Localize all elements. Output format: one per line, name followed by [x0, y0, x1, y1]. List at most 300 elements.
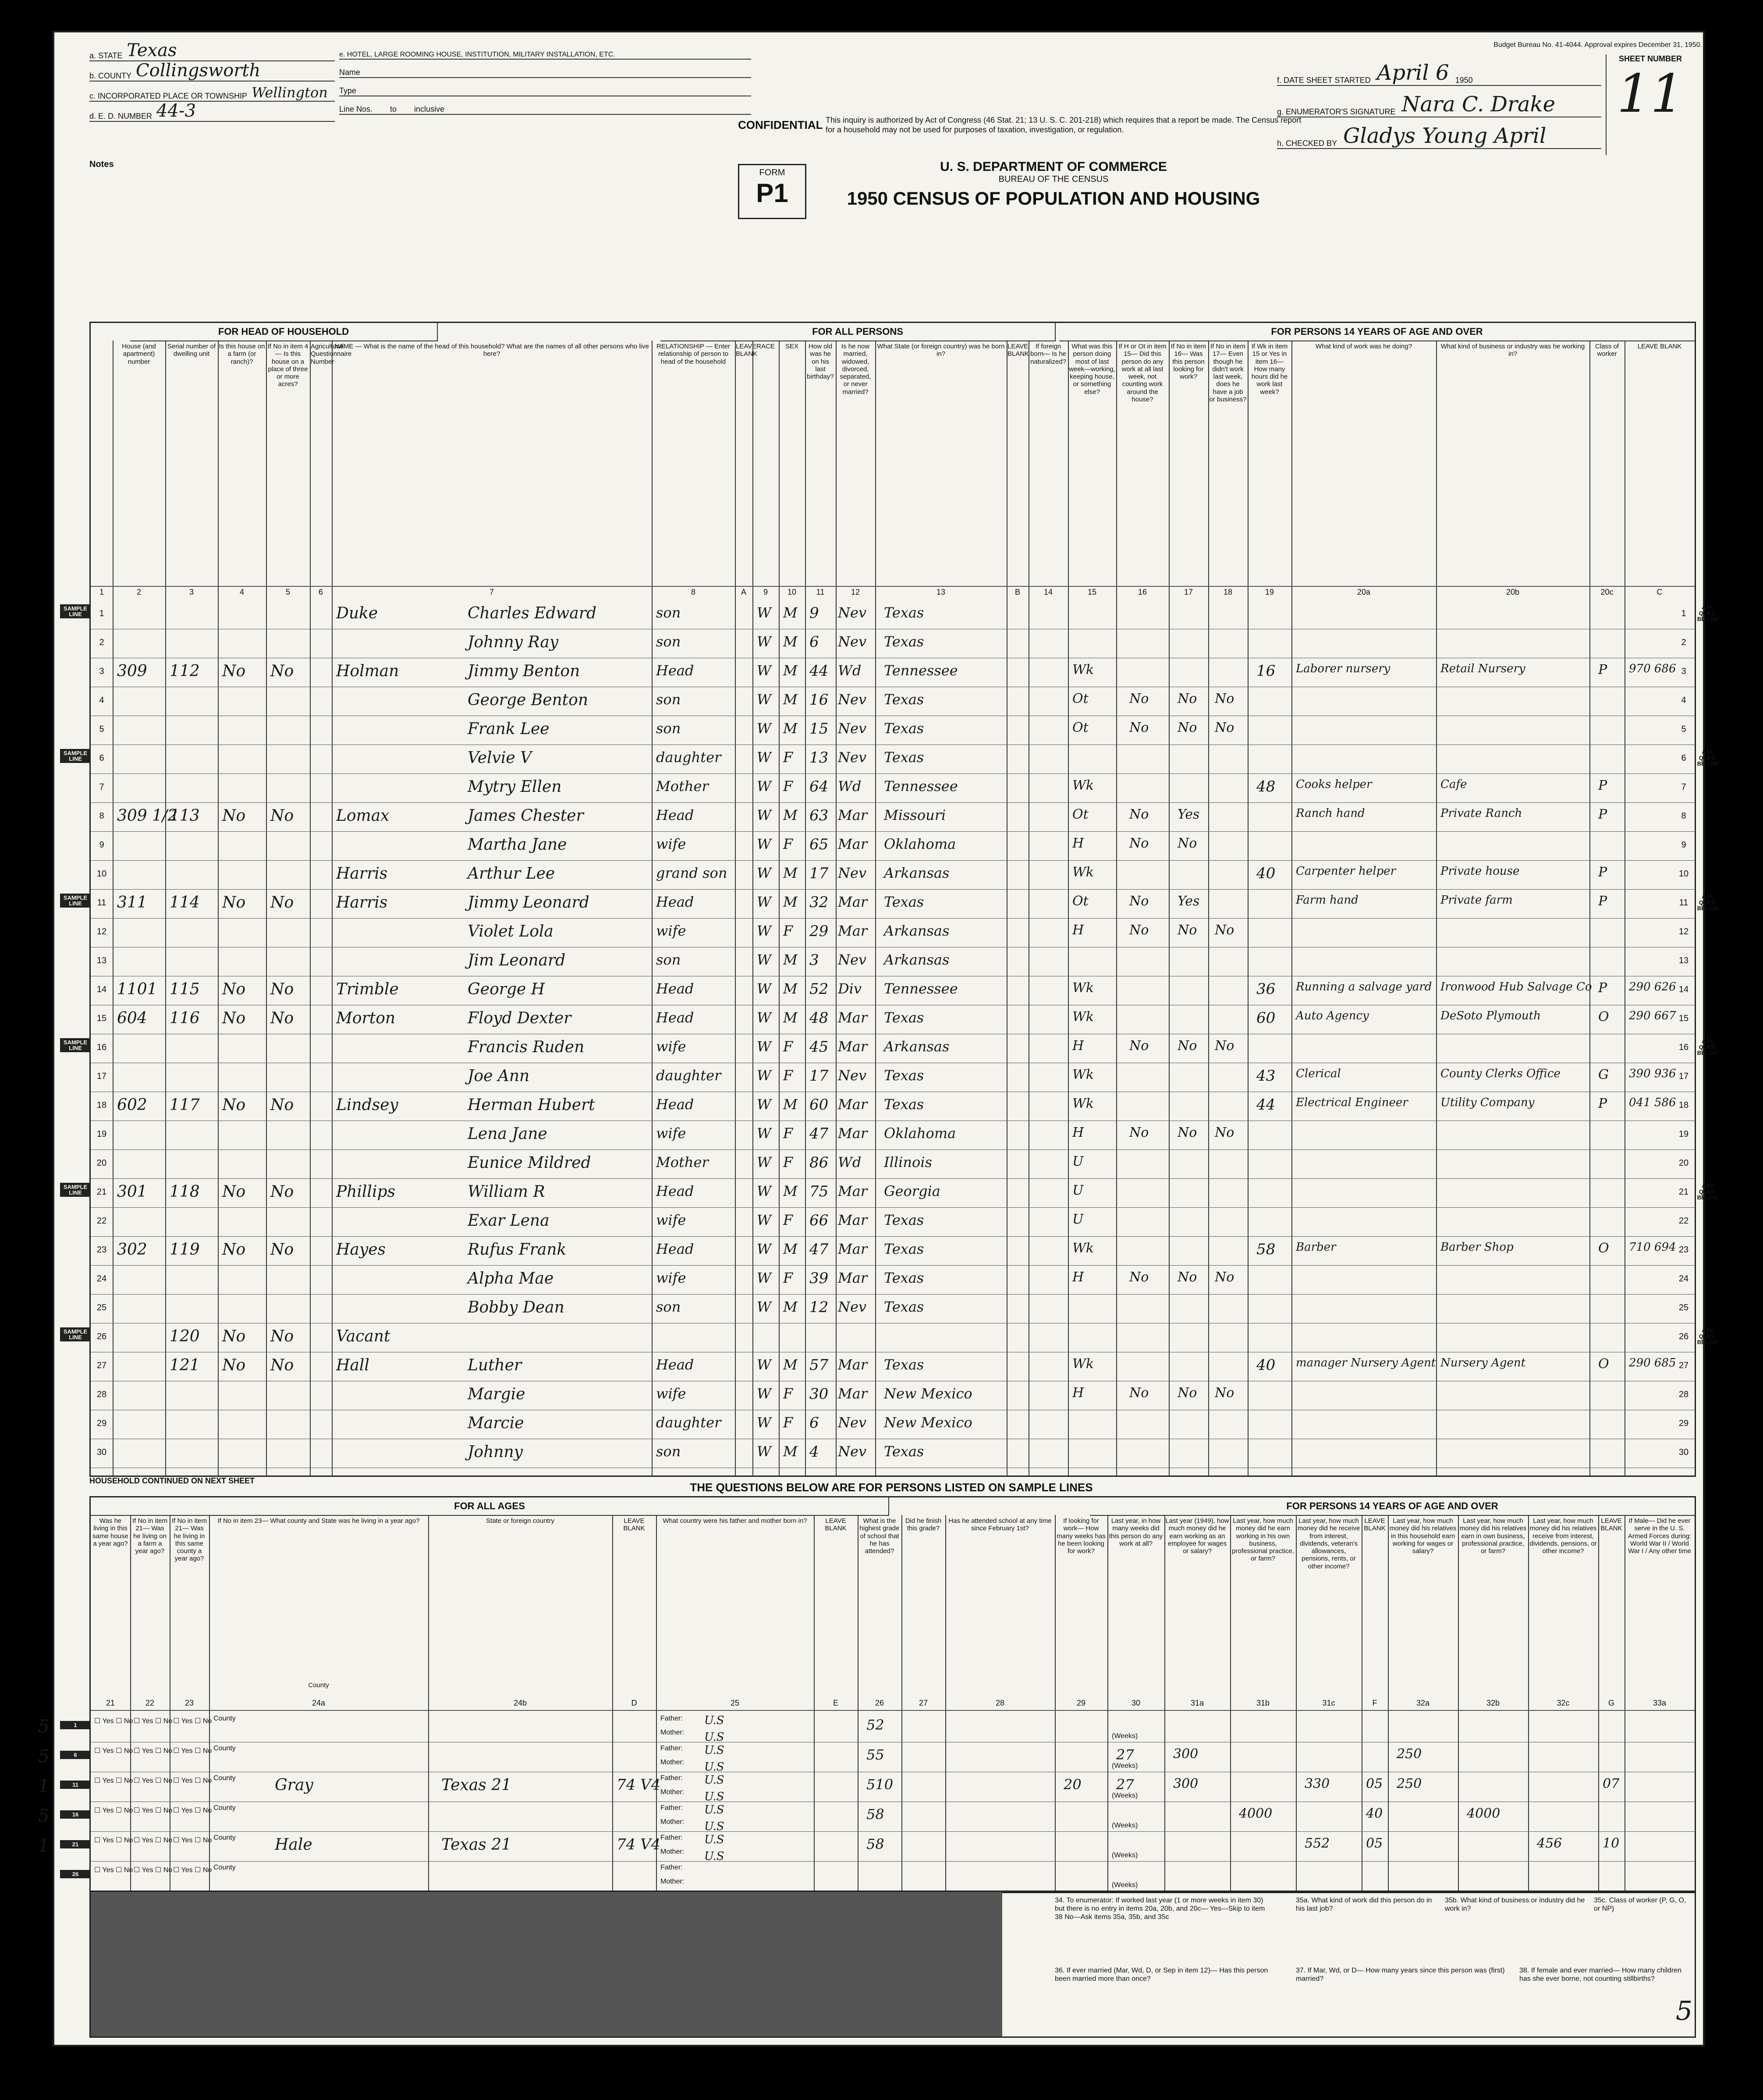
- column-header: What kind of business or industry was he working in?: [1440, 343, 1585, 358]
- cell-given: Margie: [468, 1385, 525, 1403]
- cell-act: Ot: [1072, 720, 1089, 735]
- cell-occ: Auto Agency: [1296, 1009, 1369, 1022]
- state-value: Texas: [127, 40, 177, 60]
- cell-mar: Mar: [838, 1125, 868, 1142]
- column-header: If No in item 23— What county and State was he living in a year ago?: [217, 1517, 420, 1525]
- column-header: What was this person doing most of last week—working, keeping house, or something else?: [1069, 343, 1115, 396]
- sample-cell-c31b: 4000: [1239, 1806, 1273, 1821]
- sample-cell-county: Gray: [275, 1776, 313, 1794]
- cell-occ: Ranch hand: [1296, 807, 1365, 820]
- cell-acres: No: [270, 980, 294, 998]
- cell-farm: No: [222, 1183, 246, 1201]
- column-header: LEAVE BLANK: [1600, 1517, 1622, 1532]
- cell-rel: son: [656, 633, 681, 650]
- sample-line-tag: SAMPLE LINE: [60, 604, 91, 618]
- cell-sex: M: [783, 1298, 798, 1315]
- cell-acres: No: [270, 1183, 294, 1201]
- cell-serial: 113: [170, 807, 200, 825]
- column-header: How old was he on his last birthday?: [807, 343, 834, 380]
- column-header: If foreign born— Is he naturalized?: [1030, 343, 1066, 365]
- cell-born: Oklahoma: [884, 1125, 956, 1142]
- sample-cell-grade: 58: [866, 1836, 884, 1852]
- yes-no-checkbox: ☐ Yes ☐ No: [134, 1837, 173, 1844]
- cell-age: 6: [809, 1414, 819, 1432]
- sample-cell-c31a: 300: [1173, 1746, 1199, 1762]
- cell-cls: O: [1598, 1241, 1609, 1256]
- sheet-number-label: SHEET NUMBER: [1618, 54, 1682, 63]
- cell-l17: No: [1178, 1270, 1197, 1285]
- yes-no-checkbox: ☐ Yes ☐ No: [94, 1866, 133, 1874]
- cell-act: Ot: [1072, 894, 1089, 909]
- column-number: G: [1608, 1699, 1614, 1707]
- sample-cell-grade: 510: [866, 1776, 894, 1793]
- cell-rel: Head: [656, 1096, 694, 1113]
- sample-line-number: 6: [60, 1751, 91, 1759]
- field-label: Father:: [660, 1864, 683, 1871]
- cell-cls: P: [1598, 778, 1607, 793]
- cell-mar: Nev: [838, 604, 867, 621]
- cell-rel: wife: [656, 1385, 686, 1402]
- cell-hrs: 58: [1256, 1241, 1276, 1258]
- row-rule: [91, 1149, 1695, 1150]
- line-number: 30: [1678, 1447, 1689, 1457]
- cell-act: Ot: [1072, 807, 1089, 822]
- sample-table: [38, 1496, 1696, 1893]
- sample-line-number: 1: [60, 1721, 91, 1729]
- cell-given: Lena Jane: [468, 1125, 547, 1143]
- margin-code: 5: [38, 1806, 50, 1826]
- county-value: Collingsworth: [136, 60, 261, 81]
- cell-hrs: 40: [1256, 865, 1276, 882]
- cell-code: 041 586: [1629, 1096, 1676, 1109]
- form-id: P1: [756, 178, 788, 208]
- cell-age: 47: [809, 1125, 829, 1142]
- cell-race: W: [757, 1241, 771, 1257]
- cell-act: U: [1072, 1212, 1084, 1227]
- column-number: 18: [1223, 588, 1233, 596]
- column-header: LEAVE BLANK: [736, 343, 758, 358]
- column-header: Last year, how much money did his relatives receive from interest, dividends, pensions, or other income?: [1529, 1517, 1597, 1555]
- sample-cell-father: U.S: [704, 1803, 724, 1816]
- enumerator-signature: Nara C. Drake: [1401, 92, 1555, 117]
- cell-rel: wife: [656, 922, 686, 939]
- cell-rel: daughter: [656, 1067, 721, 1084]
- cell-given: Exar Lena: [468, 1212, 550, 1230]
- cell-occ: Cooks helper: [1296, 778, 1372, 791]
- cell-ind: Utility Company: [1440, 1096, 1535, 1109]
- field-label: Father:: [660, 1774, 683, 1782]
- cell-farm: No: [222, 1356, 246, 1374]
- cell-serial: 115: [170, 980, 200, 998]
- margin-code: 1: [38, 1776, 50, 1796]
- column-subheader: County: [308, 1681, 329, 1689]
- column-header: House (and apartment) number: [122, 343, 156, 365]
- cell-rel: Head: [656, 1241, 694, 1257]
- cell-race: W: [757, 604, 771, 621]
- column-header: If No in item 17— Even though he didn't work last week, does he have a job or business?: [1209, 343, 1247, 403]
- line-number: 11: [97, 898, 106, 908]
- sample-cell-f: 05: [1366, 1776, 1383, 1791]
- column-header: Did he finish this grade?: [905, 1517, 942, 1532]
- cell-serial: 114: [170, 894, 200, 912]
- cell-ind: Private house: [1440, 865, 1520, 878]
- row-rule: [91, 1236, 1695, 1237]
- cell-given: Arthur Lee: [468, 865, 555, 883]
- cell-born: Tennessee: [884, 778, 958, 795]
- line-number: 24: [1678, 1274, 1689, 1284]
- cell-sex: F: [783, 1067, 793, 1084]
- line-number: 18: [96, 1100, 107, 1110]
- confidential-label: CONFIDENTIAL: [738, 118, 823, 131]
- cell-act: Wk: [1072, 980, 1094, 996]
- ask-questions-tag: ASK QUES. BELOW: [1697, 1038, 1719, 1057]
- cell-rel: wife: [656, 1212, 686, 1228]
- line-number: 12: [1678, 927, 1689, 936]
- row-rule: [91, 860, 1695, 861]
- column-header: Class of worker: [1595, 343, 1619, 358]
- cell-mar: Mar: [838, 1356, 868, 1373]
- column-header: RELATIONSHIP — Enter relationship of person to head of the household: [656, 343, 730, 365]
- cell-born: New Mexico: [884, 1385, 972, 1402]
- cell-sex: F: [783, 1414, 793, 1431]
- cell-sex: M: [783, 691, 798, 708]
- cell-mar: Div: [838, 980, 862, 997]
- cell-given: Herman Hubert: [468, 1096, 595, 1114]
- cell-given: Luther: [468, 1356, 522, 1374]
- cell-born: Texas: [884, 1443, 924, 1460]
- sample-cell-mother: U.S: [704, 1850, 724, 1863]
- cell-occ: Clerical: [1296, 1067, 1341, 1080]
- line-number: 7: [99, 782, 104, 792]
- line-number: 17: [96, 1071, 107, 1081]
- cell-race: W: [757, 691, 771, 708]
- dept-name: U. S. DEPARTMENT OF COMMERCE: [940, 160, 1167, 174]
- cell-sex: M: [783, 604, 798, 621]
- field-label: Mother:: [660, 1788, 685, 1796]
- line-number: 25: [1678, 1303, 1689, 1312]
- yes-no-checkbox: ☐ Yes ☐ No: [134, 1747, 173, 1755]
- column-number: 25: [730, 1699, 740, 1707]
- cell-sex: M: [783, 720, 798, 737]
- group-head-of-household: FOR HEAD OF HOUSEHOLD: [130, 323, 438, 341]
- line-number: 8: [1681, 811, 1686, 821]
- cell-w16: No: [1129, 1125, 1149, 1140]
- line-number: 23: [96, 1245, 107, 1255]
- sample-cell-c32a: 250: [1397, 1776, 1422, 1791]
- cell-l17: No: [1178, 836, 1197, 851]
- cell-given: Marcie: [468, 1414, 524, 1432]
- cell-hrs: 40: [1256, 1356, 1276, 1374]
- cell-rel: daughter: [656, 749, 721, 766]
- cell-house: 309 1/2: [117, 807, 178, 825]
- cell-ind: Barber Shop: [1440, 1241, 1514, 1254]
- line-number: 16: [1678, 1043, 1689, 1052]
- cell-mar: Nev: [838, 749, 867, 766]
- cell-mar: Mar: [838, 1038, 868, 1055]
- column-header: Last year, how much money did he receive from interest, dividends, veteran's allowances, pensions, rents, or other income?: [1297, 1517, 1360, 1570]
- line-number: 7: [1681, 782, 1686, 792]
- line-number: 3: [1681, 667, 1686, 676]
- cell-rel: son: [656, 691, 681, 708]
- cell-rel: Head: [656, 1183, 694, 1199]
- cell-race: W: [757, 1183, 771, 1199]
- line-number: 15: [96, 1014, 107, 1023]
- sample-line-number: 11: [60, 1781, 91, 1789]
- county-label: b. COUNTY: [89, 71, 132, 80]
- cell-code: 390 936: [1629, 1067, 1676, 1080]
- cell-code: 290 685: [1629, 1356, 1676, 1369]
- sample-cell-c31c: 330: [1305, 1776, 1330, 1791]
- line-number: 18: [1678, 1100, 1689, 1110]
- yes-no-checkbox: ☐ Yes ☐ No: [173, 1777, 212, 1784]
- sample-line-number: 26: [60, 1870, 91, 1878]
- column-header: If H or Ot in item 15— Did this person do any work at all last week, not counting work around the house?: [1118, 343, 1167, 403]
- cell-house: 602: [117, 1096, 147, 1114]
- line-number: 14: [96, 985, 107, 994]
- cell-sex: M: [783, 633, 798, 650]
- cell-rel: daughter: [656, 1414, 721, 1431]
- cell-rel: son: [656, 1443, 681, 1460]
- column-header: LEAVE BLANK: [1637, 343, 1682, 350]
- column-header: If Male— Did he ever serve in the U. S. Armed Forces during: World War II / World War I / Any other time: [1628, 1517, 1692, 1555]
- cell-mar: Mar: [838, 1183, 868, 1199]
- column-header: NAME — What is the name of the head of this household? What are the names of all other persons who live here?: [334, 343, 649, 358]
- cell-sex: F: [783, 1154, 793, 1171]
- weeks-label: (Weeks): [1112, 1822, 1138, 1829]
- cell-sex: F: [783, 778, 793, 795]
- field-label: County: [213, 1774, 236, 1782]
- field-label: Mother:: [660, 1729, 685, 1736]
- field-label: County: [213, 1745, 236, 1752]
- column-number: 32c: [1557, 1699, 1570, 1707]
- yes-no-checkbox: ☐ Yes ☐ No: [94, 1777, 133, 1784]
- cell-serial: 118: [170, 1183, 200, 1201]
- cell-sex: F: [783, 922, 793, 939]
- cell-born: Texas: [884, 604, 924, 621]
- cell-acres: No: [270, 807, 294, 825]
- cell-house: 301: [117, 1183, 147, 1201]
- column-header: Last year, how much money did his relatives in this household earn working for wages or salary?: [1389, 1517, 1457, 1555]
- column-header: Is this house on a farm (or ranch)?: [219, 343, 265, 365]
- line-number: 29: [96, 1419, 107, 1428]
- cell-acres: No: [270, 1241, 294, 1259]
- column-number: 31a: [1190, 1699, 1204, 1707]
- cell-rel: wife: [656, 1125, 686, 1142]
- cell-farm: No: [222, 807, 246, 825]
- cell-sex: M: [783, 1183, 798, 1199]
- cell-code: 970 686: [1629, 662, 1676, 675]
- column-number: 20c: [1600, 588, 1614, 596]
- cell-given: Frank Lee: [468, 720, 550, 738]
- cell-sex: M: [783, 865, 798, 881]
- cell-j18: No: [1215, 1038, 1234, 1054]
- row-rule: [91, 1831, 1695, 1832]
- census-sheet: [38, 31, 1719, 2047]
- weeks-label: (Weeks): [1112, 1732, 1138, 1740]
- column-number: 27: [919, 1699, 928, 1707]
- column-number: 3: [189, 588, 194, 596]
- cell-age: 45: [809, 1038, 829, 1056]
- line-number: 21: [96, 1187, 107, 1197]
- column-header: LEAVE BLANK: [825, 1517, 847, 1532]
- line-number: 9: [99, 840, 104, 850]
- cell-born: Georgia: [884, 1183, 940, 1199]
- sample-line-tag: SAMPLE LINE: [60, 1327, 91, 1341]
- cell-given: George H: [468, 980, 545, 998]
- cell-given: Violet Lola: [468, 922, 553, 940]
- column-header: Was he living in this same house a year ago?: [92, 1517, 128, 1547]
- cell-sex: F: [783, 1385, 793, 1402]
- column-header: Last year (1949), how much money did he earn working as an employee for wages or salary?: [1165, 1517, 1229, 1555]
- cell-w16: No: [1129, 922, 1149, 938]
- cell-act: Wk: [1072, 1009, 1094, 1025]
- line-number: 2: [99, 638, 104, 647]
- cell-race: W: [757, 1356, 771, 1373]
- sample-cell-mother: U.S: [704, 1790, 724, 1803]
- household-continued: HOUSEHOLD CONTINUED ON NEXT SHEET: [89, 1476, 255, 1485]
- cell-age: 48: [809, 1009, 829, 1027]
- line-number: 19: [96, 1129, 107, 1139]
- sample-cell-w30: 27: [1116, 1746, 1134, 1763]
- sample-cell-father: U.S: [704, 1714, 724, 1727]
- field-label: County: [213, 1834, 236, 1841]
- column-header: Last year, how much money did his relatives earn in own business, professional practice, or farm?: [1459, 1517, 1527, 1555]
- line-number: 10: [1678, 869, 1689, 879]
- row-rule: [91, 1294, 1695, 1295]
- field-label: Mother:: [660, 1848, 685, 1855]
- cell-act: Ot: [1072, 691, 1089, 706]
- cell-age: 17: [809, 1067, 829, 1085]
- cell-serial: 116: [170, 1009, 200, 1027]
- cell-l17: No: [1178, 1385, 1197, 1401]
- sample-cell-f: 40: [1366, 1806, 1383, 1821]
- cell-act: Wk: [1072, 1241, 1094, 1256]
- sample-cell-grade: 55: [866, 1746, 884, 1763]
- cell-rel: son: [656, 604, 681, 621]
- column-number: 2: [136, 588, 141, 596]
- cell-cls: P: [1598, 894, 1607, 909]
- cell-occ: Barber: [1296, 1241, 1336, 1254]
- yes-no-checkbox: ☐ Yes ☐ No: [134, 1807, 173, 1814]
- column-number: 9: [763, 588, 768, 596]
- column-number: 1: [99, 588, 104, 596]
- column-header: What country were his father and mother born in?: [663, 1517, 807, 1525]
- cell-l17: No: [1178, 691, 1197, 706]
- form-box: [738, 164, 806, 219]
- cell-act: H: [1072, 1038, 1084, 1054]
- sample-cell-state: Texas 21: [441, 1776, 512, 1794]
- cell-age: 3: [809, 951, 819, 969]
- cell-mar: Wd: [838, 1154, 862, 1171]
- row-rule: [91, 802, 1695, 803]
- date-label: f. DATE SHEET STARTED: [1277, 76, 1371, 85]
- line-number: 4: [99, 695, 104, 705]
- place-value: Wellington: [252, 84, 328, 101]
- cell-given: Francis Ruden: [468, 1038, 585, 1056]
- sample-line-number: 21: [60, 1840, 91, 1848]
- cell-l17: Yes: [1178, 807, 1200, 822]
- yes-no-checkbox: ☐ Yes ☐ No: [173, 1747, 212, 1755]
- cell-surname: Hall: [336, 1356, 369, 1374]
- cell-mar: Wd: [838, 778, 862, 795]
- cell-age: 9: [809, 604, 819, 622]
- cell-mar: Mar: [838, 1009, 868, 1026]
- cell-race: W: [757, 1038, 771, 1055]
- column-number: 23: [184, 1699, 194, 1707]
- question-34: 34. To enumerator: If worked last year (1 or more weeks in item 30) but there is no entry in items 20a, 20b, and 20c— Yes—Skip to item 38 No—Ask items 35a, 35b, and 35c: [1055, 1897, 1265, 1921]
- cell-race: W: [757, 778, 771, 795]
- cell-surname: Lindsey: [336, 1096, 398, 1114]
- cell-ind: Private farm: [1440, 894, 1513, 907]
- column-number: 20a: [1357, 588, 1371, 596]
- column-number: 29: [1076, 1699, 1086, 1707]
- column-number: 31c: [1322, 1699, 1335, 1707]
- cell-race: W: [757, 1298, 771, 1315]
- cell-j18: No: [1215, 1270, 1234, 1285]
- question-37: 37. If Mar, Wd, or D— How many years since this person was (first) married?: [1296, 1967, 1505, 1983]
- ask-questions-tag: ASK QUES. BELOW: [1697, 604, 1719, 623]
- column-header: If No in item 4— Is this house on a place of three or more acres?: [267, 343, 309, 388]
- cell-rel: wife: [656, 1270, 686, 1286]
- row-rule: [91, 1178, 1695, 1179]
- cell-mar: Nev: [838, 1414, 867, 1431]
- cell-age: 32: [809, 894, 829, 911]
- field-label: Mother:: [660, 1759, 685, 1766]
- cell-race: W: [757, 1212, 771, 1228]
- column-header: If Wk in item 15 or Yes in item 16— How many hours did he work last week?: [1251, 343, 1288, 396]
- cell-acres: No: [270, 894, 294, 912]
- column-number: C: [1657, 588, 1663, 596]
- cell-act: Wk: [1072, 1096, 1094, 1111]
- cell-farm: No: [222, 1009, 246, 1027]
- column-number: A: [741, 588, 746, 596]
- field-label: Father:: [660, 1804, 683, 1812]
- ed-label: d. E. D. NUMBER: [89, 112, 153, 121]
- line-number: 8: [99, 811, 104, 821]
- cell-rel: Head: [656, 894, 694, 910]
- cell-j18: No: [1215, 720, 1234, 735]
- cell-born: Tennessee: [884, 662, 958, 679]
- sample-line-tag: SAMPLE LINE: [60, 894, 91, 908]
- column-number: B: [1015, 588, 1020, 596]
- cell-age: 86: [809, 1154, 829, 1171]
- column-number: D: [631, 1699, 637, 1707]
- cell-surname: Morton: [336, 1009, 396, 1027]
- cell-code: 710 694: [1629, 1241, 1676, 1254]
- sample-cell-mother: U.S: [704, 1820, 724, 1833]
- cell-acres: No: [270, 1327, 294, 1345]
- cell-born: Texas: [884, 1009, 924, 1026]
- cell-born: Texas: [884, 691, 924, 708]
- cell-given: Jim Leonard: [468, 951, 566, 969]
- sample-cell-c31a: 300: [1173, 1776, 1199, 1791]
- line-number: 11: [1679, 898, 1689, 908]
- cell-ind: Private Ranch: [1440, 807, 1522, 820]
- cell-cls: P: [1598, 807, 1607, 822]
- column-header: Last year, how much money did he earn working in his own business, professional practice, or farm?: [1232, 1517, 1294, 1563]
- cell-j18: No: [1215, 1385, 1234, 1401]
- line-number: 6: [99, 753, 104, 763]
- cell-rel: grand son: [656, 865, 727, 881]
- cell-ind: DeSoto Plymouth: [1440, 1009, 1541, 1022]
- hotel-block: [339, 41, 751, 115]
- row-rule: [91, 918, 1695, 919]
- cell-ind: Cafe: [1440, 778, 1467, 791]
- cell-w16: No: [1129, 1270, 1149, 1285]
- cell-race: W: [757, 749, 771, 766]
- column-header: What kind of work was he doing?: [1315, 343, 1412, 350]
- cell-race: W: [757, 1009, 771, 1026]
